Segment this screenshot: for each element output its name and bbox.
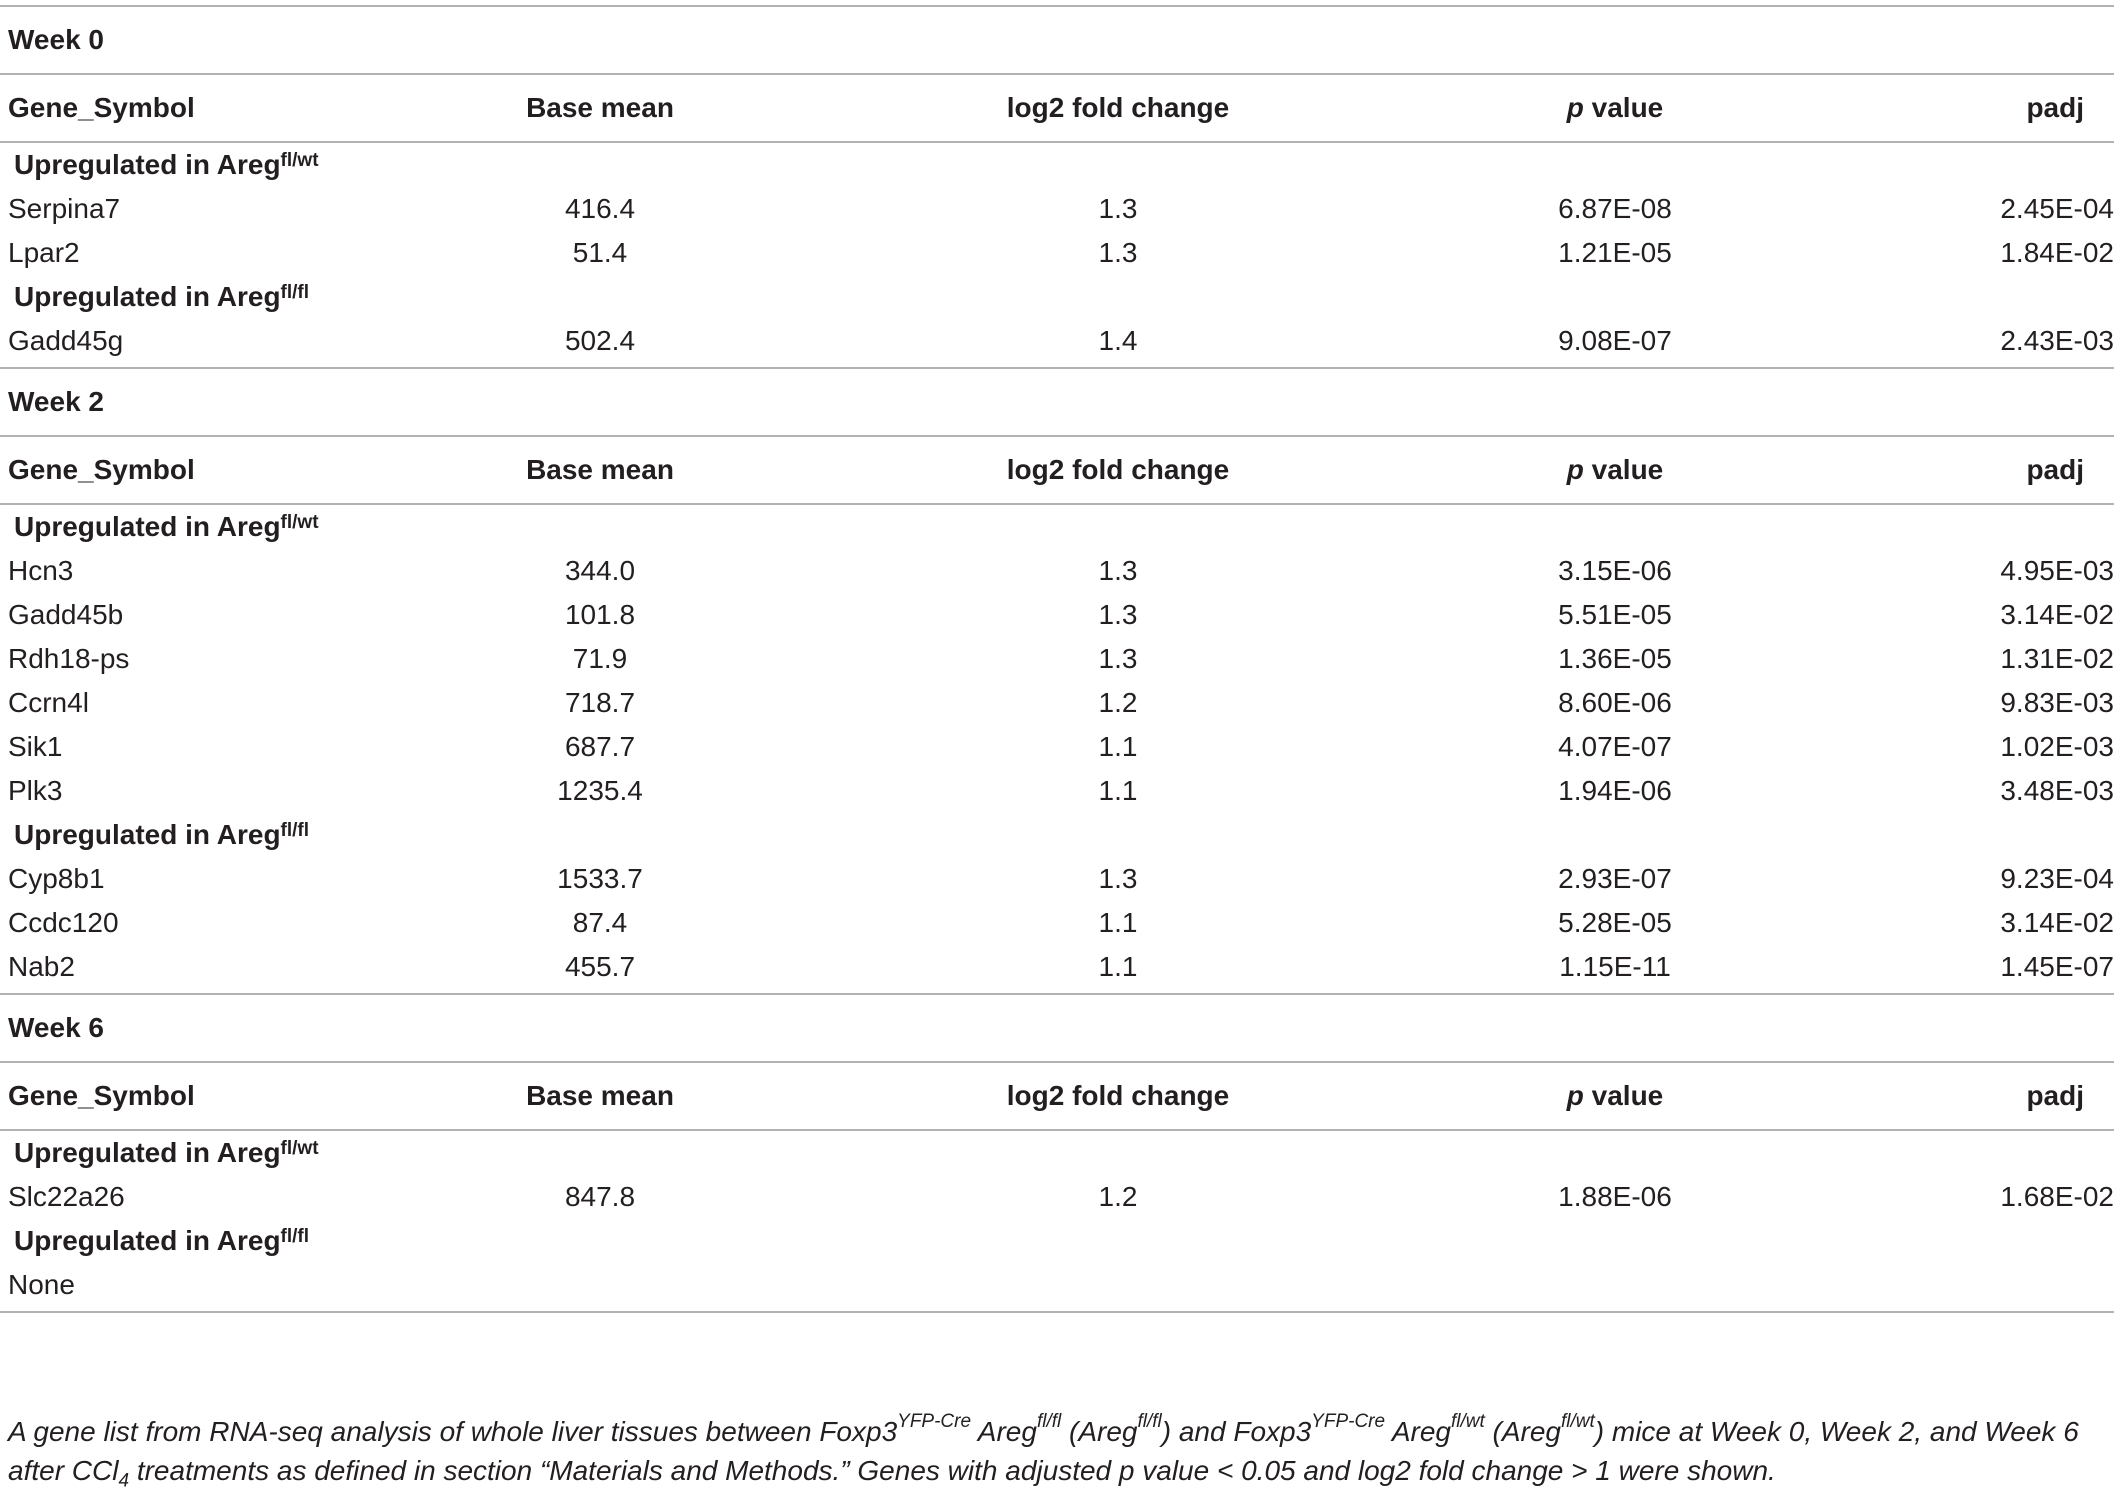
padj-cell: 1.68E-02: [2000, 1181, 2114, 1212]
log2-fold-change-cell: 1.2: [1098, 687, 1138, 718]
base-mean-cell: 455.7: [564, 951, 636, 982]
week-title: Week 2: [8, 386, 104, 417]
table-row: [0, 549, 2114, 593]
padj-cell: 4.95E-03: [2000, 555, 2114, 586]
header-p-value-text: p value: [1566, 454, 1664, 485]
header-log2-fold-change: log2 fold change: [1006, 92, 1230, 123]
week-heading-row: [0, 369, 2114, 435]
group-label: Upregulated in Areg $^{fl/wt}$: [14, 511, 319, 542]
table-row: [0, 725, 2114, 769]
table-row: [0, 945, 2114, 989]
log2-fold-change-cell: 1.3: [1098, 863, 1138, 894]
base-mean-cell: 1235.4: [557, 775, 643, 806]
header-gene-symbol: Gene_Symbol: [8, 454, 195, 485]
rule: [0, 1311, 2114, 1313]
group-label-row: [0, 505, 2114, 549]
gene-symbol-cell: Lpar2: [8, 237, 80, 268]
gene-symbol-cell: Nab2: [8, 951, 75, 982]
padj-cell: 1.02E-03: [2000, 731, 2114, 762]
table-row: [0, 593, 2114, 637]
gene-symbol-cell: Ccdc120: [8, 907, 119, 938]
log2-fold-change-cell: 1.3: [1098, 237, 1138, 268]
base-mean-cell: 1533.7: [557, 863, 643, 894]
header-gene-symbol: Gene_Symbol: [8, 1080, 195, 1111]
header-log2-fold-change: log2 fold change: [1006, 1080, 1230, 1111]
padj-cell: 9.83E-03: [2000, 687, 2114, 718]
p-value-cell: 2.93E-07: [1558, 863, 1672, 894]
log2-fold-change-cell: 1.3: [1098, 555, 1138, 586]
gene-symbol-cell: Ccrn4l: [8, 687, 89, 718]
p-value-cell: 1.94E-06: [1558, 775, 1672, 806]
group-label-row: [0, 143, 2114, 187]
log2-fold-change-cell: 1.3: [1098, 643, 1138, 674]
gene-symbol-cell: Cyp8b1: [8, 863, 105, 894]
gene-symbol-cell: Rdh18-ps: [8, 643, 130, 674]
p-value-cell: 3.15E-06: [1558, 555, 1672, 586]
padj-cell: 1.84E-02: [2000, 237, 2114, 268]
base-mean-cell: 416.4: [564, 193, 636, 224]
log2-fold-change-cell: 1.1: [1098, 951, 1138, 982]
group-label-text: Upregulated in Areg: [14, 1137, 281, 1168]
p-value-cell: 6.87E-08: [1558, 193, 1672, 224]
padj-cell: 9.23E-04: [2000, 863, 2114, 894]
week-heading-row: [0, 7, 2114, 73]
header-p-value: [1567, 75, 1664, 141]
group-label-text: Upregulated in Areg: [14, 819, 281, 850]
base-mean-cell: 344.0: [564, 555, 636, 586]
p-value-cell: 1.21E-05: [1558, 237, 1672, 268]
gene-symbol-cell: Gadd45g: [8, 325, 124, 356]
header-p-value-text: p value: [1566, 1080, 1664, 1111]
p-value-cell: 1.88E-06: [1558, 1181, 1672, 1212]
log2-fold-change-cell: 1.1: [1098, 731, 1138, 762]
table-row: [0, 187, 2114, 231]
table-row: [0, 231, 2114, 275]
gene-symbol-cell: Slc22a26: [8, 1181, 125, 1212]
gene-symbol-cell: Sik1: [8, 731, 63, 762]
group-label-row: [0, 1219, 2114, 1263]
table-row: [0, 1175, 2114, 1219]
padj-cell: 1.45E-07: [2000, 951, 2114, 982]
week-heading-row: [0, 995, 2114, 1061]
header-p-value-text: p value: [1566, 92, 1664, 123]
group-label-row: [0, 813, 2114, 857]
gene-symbol-cell: Hcn3: [8, 555, 74, 586]
log2-fold-change-cell: 1.1: [1098, 907, 1138, 938]
p-value-cell: 5.28E-05: [1558, 907, 1672, 938]
base-mean-cell: 687.7: [564, 731, 636, 762]
table-row: [0, 1263, 2114, 1307]
log2-fold-change-cell: 1.4: [1098, 325, 1138, 356]
header-base-mean: Base mean: [526, 454, 674, 485]
padj-cell: 2.45E-04: [2000, 193, 2114, 224]
base-mean-cell: 718.7: [564, 687, 636, 718]
table-caption: A gene list from RNA-seq analysis of whole liver tissues between $Foxp3^{YFP-Cre}$ Areg$^{fl/fl}$ (Areg$^{fl/fl}$) and $Foxp3^{YFP-Cre}$ Areg$^{fl/wt}$ (Areg$^{fl/wt}$) mice at Week 0, Week 2, and Week 6 after CCl$_4$ treatments as defined in section “Materials and Methods.” Genes with adjusted p value < 0.05 and log2 fold change > 1 were shown.: [8, 1410, 2079, 1492]
group-label: Upregulated in Areg $^{fl/fl}$: [14, 819, 310, 850]
log2-fold-change-cell: 1.2: [1098, 1181, 1138, 1212]
p-value-cell: 5.51E-05: [1558, 599, 1672, 630]
group-label-row: [0, 275, 2114, 319]
base-mean-cell: 101.8: [564, 599, 636, 630]
p-value-cell: 4.07E-07: [1558, 731, 1672, 762]
table-row: [0, 769, 2114, 813]
column-header-row: [0, 75, 2114, 141]
padj-cell: 3.48E-03: [2000, 775, 2114, 806]
gene-symbol-cell: Serpina7: [8, 193, 121, 224]
base-mean-cell: 502.4: [564, 325, 636, 356]
gene-symbol-cell: Gadd45b: [8, 599, 124, 630]
group-label-text: Upregulated in Areg: [14, 1225, 281, 1256]
padj-cell: 3.14E-02: [2000, 907, 2114, 938]
header-log2-fold-change: log2 fold change: [1006, 454, 1230, 485]
header-padj: padj: [2026, 92, 2084, 123]
group-label: Upregulated in Areg $^{fl/fl}$: [14, 281, 310, 312]
header-p-value: [1567, 437, 1664, 503]
table-row: [0, 637, 2114, 681]
week-title: Week 0: [8, 24, 104, 55]
table-row: [0, 681, 2114, 725]
table-row: [0, 857, 2114, 901]
log2-fold-change-cell: 1.3: [1098, 193, 1138, 224]
header-base-mean: Base mean: [526, 1080, 674, 1111]
column-header-row: [0, 437, 2114, 503]
group-label-text: Upregulated in Areg: [14, 149, 281, 180]
padj-cell: 3.14E-02: [2000, 599, 2114, 630]
header-p-value: [1567, 1063, 1664, 1129]
gene-symbol-cell: None: [8, 1269, 75, 1300]
header-gene-symbol: Gene_Symbol: [8, 92, 195, 123]
padj-cell: 2.43E-03: [2000, 325, 2114, 356]
group-label: Upregulated in Areg $^{fl/fl}$: [14, 1225, 310, 1256]
group-label-row: [0, 1131, 2114, 1175]
p-value-cell: 1.15E-11: [1559, 951, 1671, 982]
week-title: Week 6: [8, 1012, 104, 1043]
base-mean-cell: 71.9: [572, 643, 628, 674]
base-mean-cell: 51.4: [572, 237, 628, 268]
base-mean-cell: 87.4: [572, 907, 628, 938]
group-label: Upregulated in Areg $^{fl/wt}$: [14, 1137, 319, 1168]
header-base-mean: Base mean: [526, 92, 674, 123]
header-padj: padj: [2026, 1080, 2084, 1111]
group-label-text: Upregulated in Areg: [14, 281, 281, 312]
group-label: Upregulated in Areg $^{fl/wt}$: [14, 149, 319, 180]
p-value-cell: 1.36E-05: [1558, 643, 1672, 674]
gene-symbol-cell: Plk3: [8, 775, 63, 806]
column-header-row: [0, 1063, 2114, 1129]
gene-table: [0, 5, 2114, 1313]
table-row: [0, 901, 2114, 945]
log2-fold-change-cell: 1.1: [1098, 775, 1138, 806]
table-row: [0, 319, 2114, 363]
header-padj: padj: [2026, 454, 2084, 485]
base-mean-cell: 847.8: [564, 1181, 636, 1212]
padj-cell: 1.31E-02: [2000, 643, 2114, 674]
group-label-text: Upregulated in Areg: [14, 511, 281, 542]
log2-fold-change-cell: 1.3: [1098, 599, 1138, 630]
p-value-cell: 9.08E-07: [1558, 325, 1672, 356]
p-value-cell: 8.60E-06: [1558, 687, 1672, 718]
